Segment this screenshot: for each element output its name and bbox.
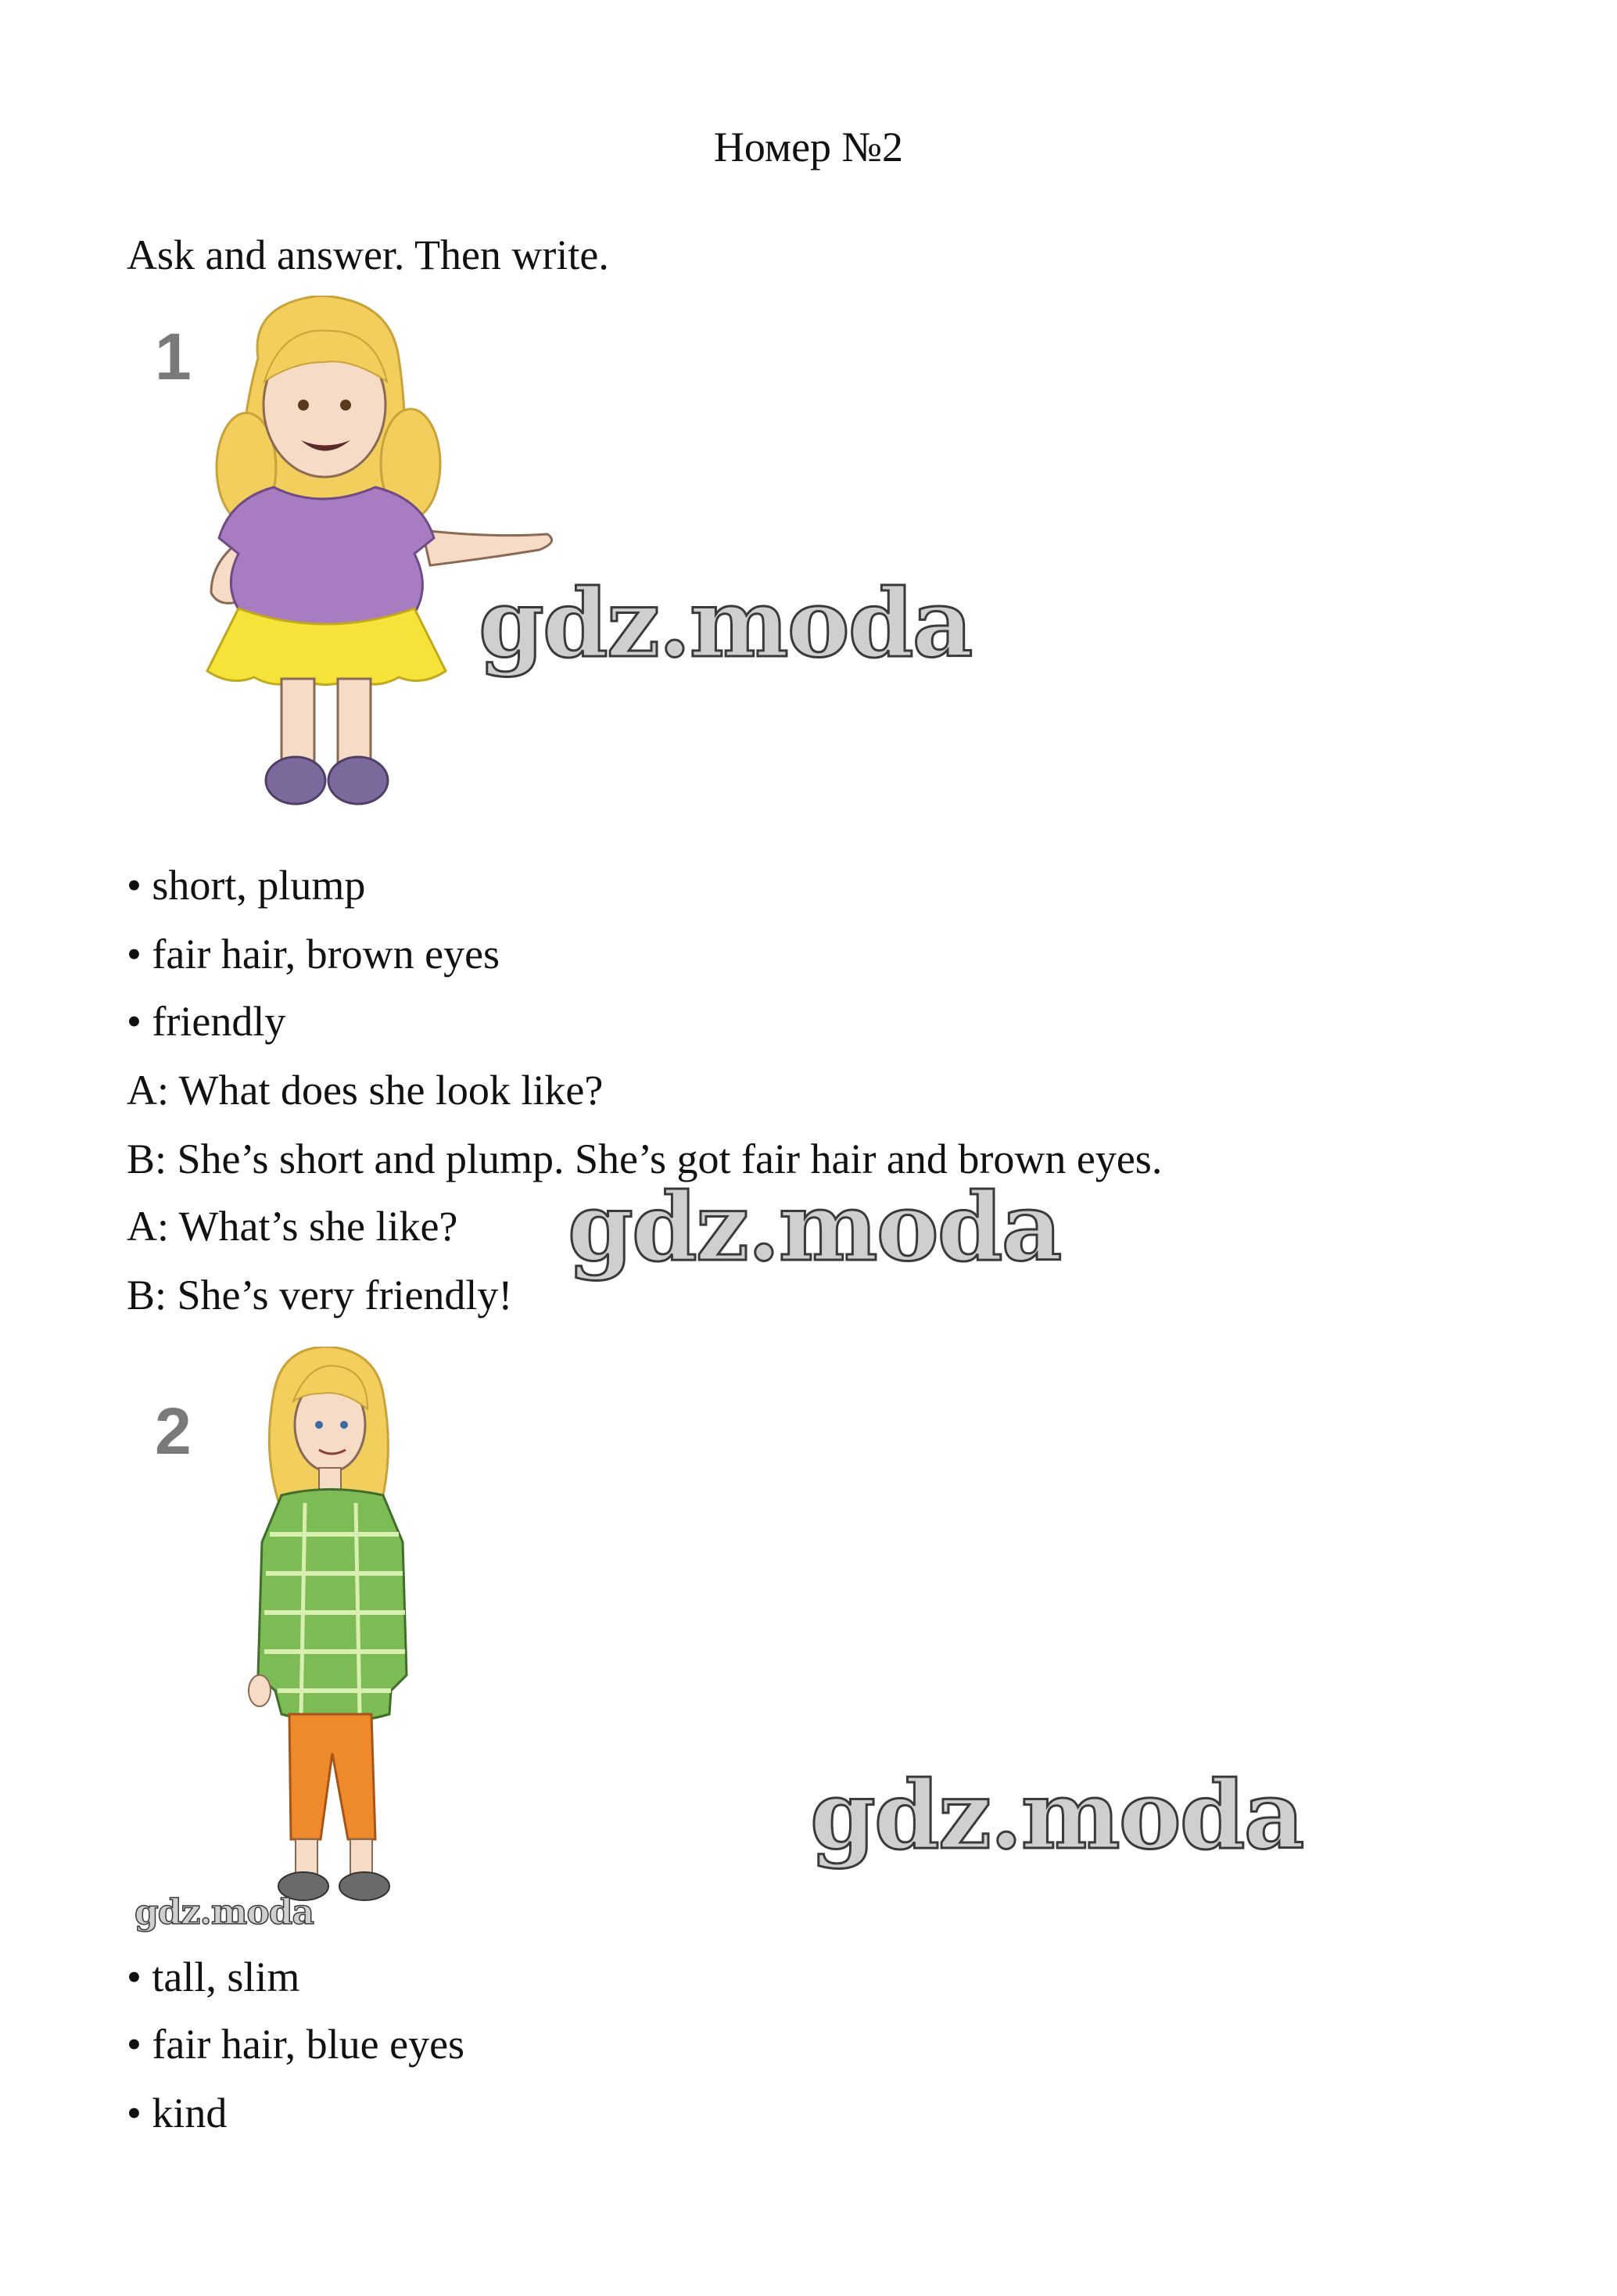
bullet-short-plump: • short, plump <box>127 862 366 909</box>
instruction-text: Ask and answer. Then write. <box>127 231 609 278</box>
bullet-tall-slim: • tall, slim <box>127 1953 300 2000</box>
figure-number-1: 1 <box>155 320 192 393</box>
girl-illustration-1 <box>164 296 579 835</box>
bullet-kind: • kind <box>127 2090 228 2136</box>
girl-illustration-2 <box>227 1347 430 1918</box>
figure-number-2: 2 <box>155 1394 192 1468</box>
bullet-friendly: • friendly <box>127 998 286 1045</box>
watermark-1: gdz.moda <box>479 569 972 679</box>
dialogue-line-3: A: What’s she like? <box>127 1203 458 1250</box>
dialogue-line-2: B: She’s short and plump. She’s got fair hair and brown eyes. <box>127 1135 1163 1182</box>
dialogue-line-1: A: What does she look like? <box>127 1067 604 1114</box>
watermark-3: gdz.moda <box>810 1760 1303 1871</box>
bullet-fair-hair-brown-eyes: • fair hair, brown eyes <box>127 931 500 978</box>
dialogue-line-4: B: She’s very friendly! <box>127 1272 513 1318</box>
watermark-2: gdz.moda <box>568 1172 1061 1283</box>
page-title: Номер №2 <box>713 124 904 170</box>
watermark-small: gdz.moda <box>134 1892 314 1932</box>
bullet-fair-hair-blue-eyes: • fair hair, blue eyes <box>127 2021 465 2068</box>
